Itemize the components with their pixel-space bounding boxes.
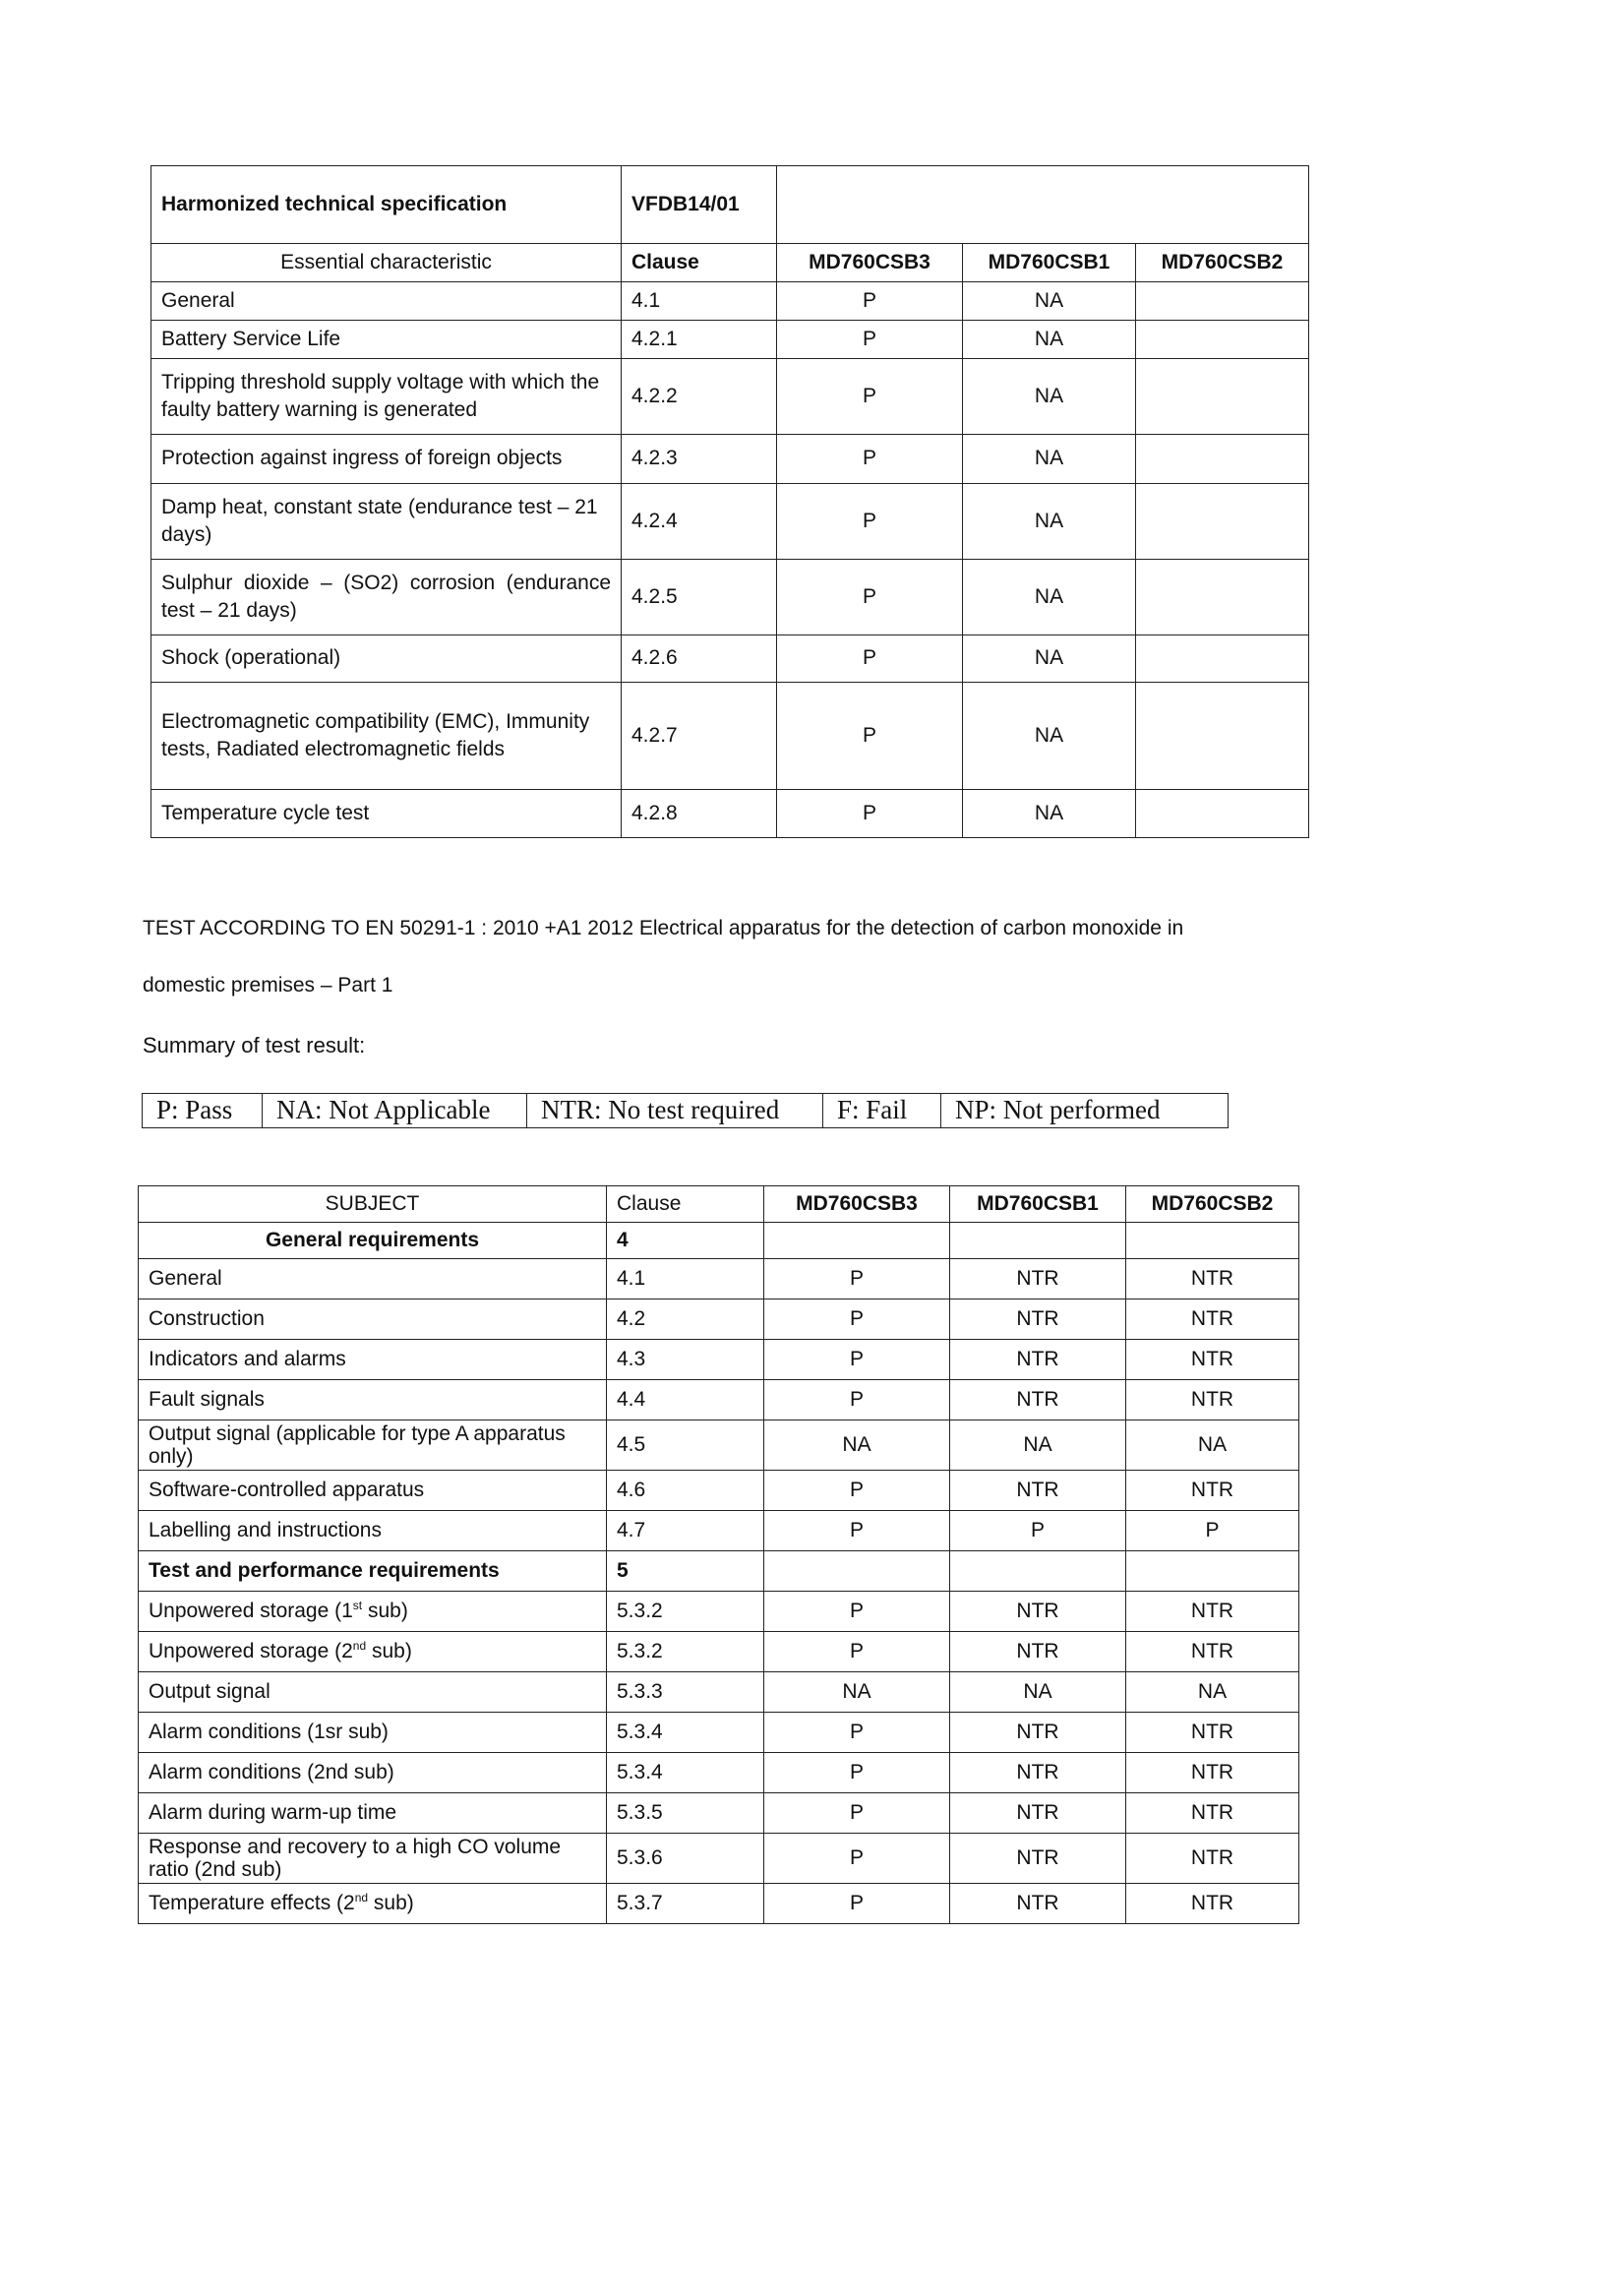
row-clause: 4.2.6 xyxy=(622,635,777,683)
row-md760csb3: P xyxy=(764,1299,950,1340)
row-md760csb2: NTR xyxy=(1126,1713,1299,1753)
results-table xyxy=(138,1185,1299,1924)
row-md760csb2 xyxy=(1136,683,1309,790)
legend-not-applicable: NA: Not Applicable xyxy=(263,1094,527,1128)
row-subject: Protection against ingress of foreign objects xyxy=(151,435,622,484)
table-row xyxy=(139,1380,1299,1420)
legend-table xyxy=(142,1093,1229,1128)
row-clause: 4.7 xyxy=(607,1511,764,1551)
table-row xyxy=(139,1884,1299,1924)
row-md760csb3: P xyxy=(777,790,963,838)
row-subject: Labelling and instructions xyxy=(139,1511,607,1551)
section-title: General requirements xyxy=(139,1223,607,1259)
row-subject-main: Unpowered storage (2 xyxy=(149,1640,353,1663)
row-md760csb2 xyxy=(1136,282,1309,321)
row-clause: 4.2.2 xyxy=(622,359,777,435)
row-subject xyxy=(139,1884,607,1924)
row-subject: Response and recovery to a high CO volume ratio (2nd sub) xyxy=(139,1834,607,1884)
row-subject: Sulphur dioxide – (SO2) corrosion (endurance test – 21 days) xyxy=(151,560,622,635)
row-md760csb3: P xyxy=(777,560,963,635)
row-md760csb2 xyxy=(1136,435,1309,484)
harmonized-spec-table xyxy=(150,165,1309,838)
header-md760csb1: MD760CSB1 xyxy=(963,244,1136,282)
row-subject-sup: st xyxy=(352,1599,363,1613)
row-clause: 5.3.3 xyxy=(607,1672,764,1713)
row-md760csb1: NTR xyxy=(950,1259,1126,1299)
row-subject: Indicators and alarms xyxy=(139,1340,607,1380)
row-md760csb2 xyxy=(1136,484,1309,560)
row-clause: 4.3 xyxy=(607,1340,764,1380)
row-md760csb1: NA xyxy=(950,1672,1126,1713)
row-md760csb2: NTR xyxy=(1126,1380,1299,1420)
row-subject: General xyxy=(139,1259,607,1299)
table-row xyxy=(139,1632,1299,1672)
row-md760csb3: P xyxy=(777,282,963,321)
row-subject: Temperature cycle test xyxy=(151,790,622,838)
table-row xyxy=(139,1340,1299,1380)
row-md760csb3: P xyxy=(764,1753,950,1793)
table-row xyxy=(151,435,1309,484)
row-subject: Battery Service Life xyxy=(151,321,622,359)
legend-fail: F: Fail xyxy=(823,1094,941,1128)
table-row xyxy=(139,1713,1299,1753)
table-row xyxy=(139,1471,1299,1511)
table-row xyxy=(139,1420,1299,1471)
row-subject: Software-controlled apparatus xyxy=(139,1471,607,1511)
row-md760csb2: NTR xyxy=(1126,1259,1299,1299)
test-standard-line: TEST ACCORDING TO EN 50291-1 : 2010 +A1 2012 Electrical apparatus for the detection of carbon monoxide in xyxy=(143,917,1184,939)
row-subject: General xyxy=(151,282,622,321)
spec-title-empty-cell xyxy=(777,166,1309,244)
row-md760csb2: NTR xyxy=(1126,1884,1299,1924)
row-subject-tail: sub) xyxy=(366,1640,412,1663)
table-row xyxy=(151,359,1309,435)
header-md760csb2: MD760CSB2 xyxy=(1126,1186,1299,1223)
row-md760csb1: NTR xyxy=(950,1299,1126,1340)
results-header-row xyxy=(139,1186,1299,1223)
section-clause: 4 xyxy=(607,1223,764,1259)
table-row xyxy=(151,484,1309,560)
row-subject: Damp heat, constant state (endurance test – 21 days) xyxy=(151,484,622,560)
row-clause: 5.3.6 xyxy=(607,1834,764,1884)
row-md760csb1: NTR xyxy=(950,1380,1126,1420)
row-md760csb1: NTR xyxy=(950,1471,1126,1511)
row-clause: 5.3.2 xyxy=(607,1592,764,1632)
row-subject-sup: nd xyxy=(354,1891,369,1905)
row-md760csb1: P xyxy=(950,1511,1126,1551)
row-md760csb3: P xyxy=(764,1834,950,1884)
row-subject: Shock (operational) xyxy=(151,635,622,683)
row-md760csb3: NA xyxy=(764,1672,950,1713)
row-md760csb2: NTR xyxy=(1126,1753,1299,1793)
row-clause: 4.5 xyxy=(607,1420,764,1471)
row-md760csb1: NTR xyxy=(950,1713,1126,1753)
row-subject: Alarm conditions (2nd sub) xyxy=(139,1753,607,1793)
header-subject: SUBJECT xyxy=(139,1186,607,1223)
row-clause: 4.2.8 xyxy=(622,790,777,838)
row-md760csb3: P xyxy=(764,1632,950,1672)
legend-row xyxy=(143,1094,1229,1128)
empty-cell xyxy=(950,1223,1126,1259)
table-row xyxy=(139,1793,1299,1834)
row-md760csb1: NA xyxy=(963,359,1136,435)
row-md760csb1: NTR xyxy=(950,1753,1126,1793)
row-md760csb2 xyxy=(1136,321,1309,359)
row-md760csb1: NA xyxy=(963,435,1136,484)
empty-cell xyxy=(1126,1223,1299,1259)
row-clause: 5.3.7 xyxy=(607,1884,764,1924)
test-standard-line-2: domestic premises – Part 1 xyxy=(143,974,393,997)
row-md760csb2: NTR xyxy=(1126,1299,1299,1340)
row-clause: 4.2.7 xyxy=(622,683,777,790)
header-md760csb3: MD760CSB3 xyxy=(777,244,963,282)
row-md760csb3: NA xyxy=(764,1420,950,1471)
row-clause: 4.2.4 xyxy=(622,484,777,560)
row-md760csb1: NTR xyxy=(950,1884,1126,1924)
row-md760csb3: P xyxy=(764,1380,950,1420)
row-md760csb3: P xyxy=(764,1259,950,1299)
section-title: Test and performance requirements xyxy=(139,1551,607,1592)
row-md760csb3: P xyxy=(777,683,963,790)
row-subject-sup: nd xyxy=(352,1639,367,1654)
row-clause: 5.3.5 xyxy=(607,1793,764,1834)
table-row xyxy=(151,683,1309,790)
table-row xyxy=(139,1299,1299,1340)
row-md760csb1: NA xyxy=(963,683,1136,790)
legend-not-performed: NP: Not performed xyxy=(941,1094,1229,1128)
row-md760csb3: P xyxy=(777,635,963,683)
row-md760csb2: NTR xyxy=(1126,1793,1299,1834)
row-md760csb1: NTR xyxy=(950,1340,1126,1380)
row-md760csb1: NA xyxy=(963,790,1136,838)
empty-cell xyxy=(1126,1551,1299,1592)
row-subject: Alarm conditions (1sr sub) xyxy=(139,1713,607,1753)
table-row xyxy=(139,1834,1299,1884)
table-row xyxy=(139,1259,1299,1299)
table-row xyxy=(151,790,1309,838)
row-clause: 4.6 xyxy=(607,1471,764,1511)
spec-title: Harmonized technical specification xyxy=(151,166,622,244)
row-md760csb1: NTR xyxy=(950,1592,1126,1632)
row-subject: Output signal xyxy=(139,1672,607,1713)
row-md760csb1: NA xyxy=(963,484,1136,560)
row-md760csb2 xyxy=(1136,635,1309,683)
row-subject-main: Temperature effects (2 xyxy=(149,1892,355,1915)
row-md760csb2: P xyxy=(1126,1511,1299,1551)
row-subject xyxy=(139,1632,607,1672)
table-row xyxy=(151,321,1309,359)
row-clause: 4.2 xyxy=(607,1299,764,1340)
header-clause: Clause xyxy=(622,244,777,282)
row-clause: 4.1 xyxy=(622,282,777,321)
row-subject: Fault signals xyxy=(139,1380,607,1420)
row-md760csb2: NA xyxy=(1126,1672,1299,1713)
table-row xyxy=(151,282,1309,321)
empty-cell xyxy=(950,1551,1126,1592)
table-row xyxy=(139,1511,1299,1551)
row-subject-tail: sub) xyxy=(362,1600,408,1623)
row-md760csb3: P xyxy=(764,1471,950,1511)
spec-title-row xyxy=(151,166,1309,244)
row-clause: 5.3.4 xyxy=(607,1713,764,1753)
section-row xyxy=(139,1223,1299,1259)
row-md760csb2 xyxy=(1136,790,1309,838)
row-clause: 5.3.2 xyxy=(607,1632,764,1672)
row-clause: 4.2.5 xyxy=(622,560,777,635)
row-md760csb2: NTR xyxy=(1126,1834,1299,1884)
header-md760csb2: MD760CSB2 xyxy=(1136,244,1309,282)
row-clause: 4.2.1 xyxy=(622,321,777,359)
row-md760csb3: P xyxy=(777,359,963,435)
row-md760csb2: NTR xyxy=(1126,1632,1299,1672)
table-row xyxy=(139,1672,1299,1713)
row-clause: 4.1 xyxy=(607,1259,764,1299)
header-essential-characteristic: Essential characteristic xyxy=(151,244,622,282)
row-clause: 5.3.4 xyxy=(607,1753,764,1793)
empty-cell xyxy=(764,1551,950,1592)
row-md760csb3: P xyxy=(764,1793,950,1834)
section-row xyxy=(139,1551,1299,1592)
row-md760csb2: NTR xyxy=(1126,1471,1299,1511)
table-row xyxy=(139,1753,1299,1793)
spec-header-row xyxy=(151,244,1309,282)
row-md760csb2 xyxy=(1136,359,1309,435)
row-md760csb3: P xyxy=(764,1884,950,1924)
row-md760csb1: NA xyxy=(963,560,1136,635)
row-md760csb2: NA xyxy=(1126,1420,1299,1471)
row-clause: 4.2.3 xyxy=(622,435,777,484)
row-md760csb3: P xyxy=(764,1340,950,1380)
row-subject: Construction xyxy=(139,1299,607,1340)
row-subject-main: Unpowered storage (1 xyxy=(149,1600,353,1623)
spec-code: VFDB14/01 xyxy=(622,166,777,244)
row-md760csb1: NA xyxy=(963,321,1136,359)
row-md760csb3: P xyxy=(777,321,963,359)
table-row xyxy=(139,1592,1299,1632)
row-md760csb3: P xyxy=(764,1713,950,1753)
row-md760csb2: NTR xyxy=(1126,1340,1299,1380)
legend-pass: P: Pass xyxy=(143,1094,263,1128)
row-md760csb1: NTR xyxy=(950,1632,1126,1672)
row-md760csb3: P xyxy=(764,1511,950,1551)
row-subject: Tripping threshold supply voltage with which the faulty battery warning is generated xyxy=(151,359,622,435)
row-md760csb1: NTR xyxy=(950,1793,1126,1834)
row-md760csb2 xyxy=(1136,560,1309,635)
header-md760csb3: MD760CSB3 xyxy=(764,1186,950,1223)
section-clause: 5 xyxy=(607,1551,764,1592)
row-md760csb3: P xyxy=(764,1592,950,1632)
empty-cell xyxy=(764,1223,950,1259)
row-subject: Electromagnetic compatibility (EMC), Immunity tests, Radiated electromagnetic fields xyxy=(151,683,622,790)
row-subject xyxy=(139,1592,607,1632)
row-md760csb2: NTR xyxy=(1126,1592,1299,1632)
summary-label: Summary of test result: xyxy=(143,1033,366,1057)
row-md760csb3: P xyxy=(777,435,963,484)
row-subject-tail: sub) xyxy=(368,1892,414,1915)
header-md760csb1: MD760CSB1 xyxy=(950,1186,1126,1223)
header-clause: Clause xyxy=(607,1186,764,1223)
table-row xyxy=(151,635,1309,683)
row-subject: Output signal (applicable for type A apparatus only) xyxy=(139,1420,607,1471)
row-md760csb1: NA xyxy=(963,635,1136,683)
row-md760csb1: NA xyxy=(950,1420,1126,1471)
row-md760csb1: NTR xyxy=(950,1834,1126,1884)
table-row xyxy=(151,560,1309,635)
legend-no-test-required: NTR: No test required xyxy=(527,1094,823,1128)
row-md760csb3: P xyxy=(777,484,963,560)
row-clause: 4.4 xyxy=(607,1380,764,1420)
row-subject: Alarm during warm-up time xyxy=(139,1793,607,1834)
row-md760csb1: NA xyxy=(963,282,1136,321)
